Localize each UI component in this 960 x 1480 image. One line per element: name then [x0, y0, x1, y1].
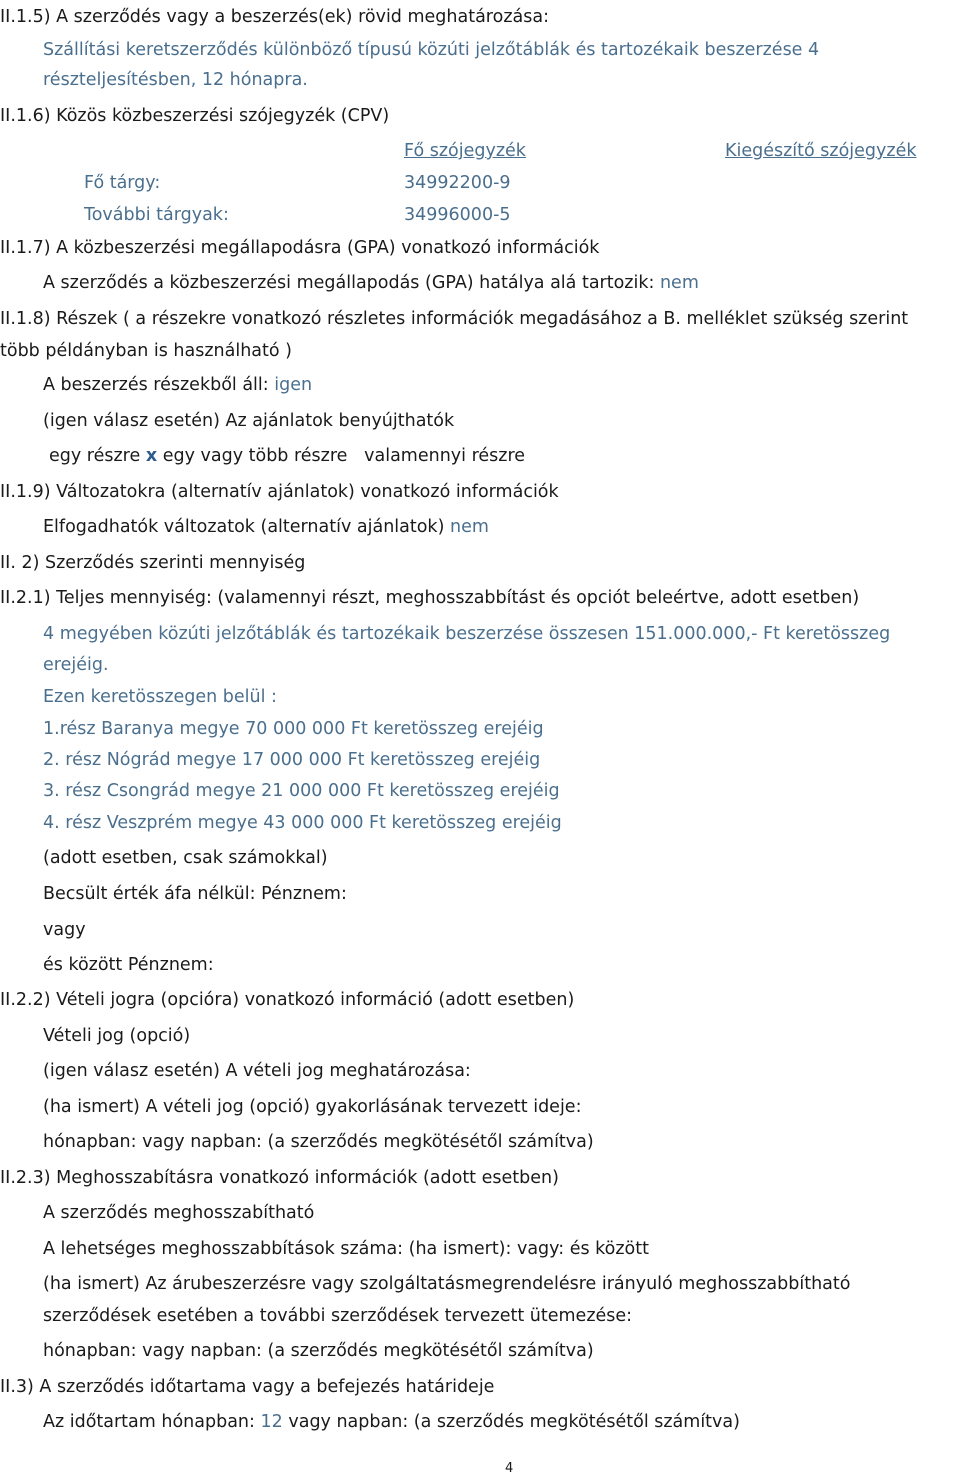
- duration-months-value: 12: [260, 1412, 283, 1432]
- parts-question: [43, 374, 312, 396]
- parts-question-text: A beszerzés részekből áll:: [43, 375, 269, 395]
- section-heading-ii-2-2: II.2.2) Vételi jogra (opcióra) vonatkozó információ (adott esetben): [0, 990, 575, 1010]
- section-heading-ii-1-9: II.1.9) Változatokra (alternatív ajánlatok) vonatkozó információk: [0, 482, 559, 502]
- offers-submission-line: (igen válasz esetén) Az ajánlatok benyújthatók: [43, 411, 455, 431]
- numbers-only-note: (adott esetben, csak számokkal): [43, 848, 328, 868]
- between-currency-line: és között Pénznem:: [43, 955, 214, 975]
- parts-answer: igen: [274, 375, 313, 395]
- variants-question-text: Elfogadhatók változatok (alternatív ajánlatok): [43, 517, 445, 537]
- page-number: 4: [505, 1461, 514, 1476]
- duration-prefix: Az időtartam hónapban:: [43, 1412, 255, 1432]
- extensions-schedule-line1: (ha ismert) Az árubeszerzésre vagy szolgáltatásmegrendelésre irányuló meghosszabbítható: [43, 1274, 851, 1294]
- duration-line: [43, 1411, 740, 1433]
- option-months-line: hónapban: vagy napban: (a szerződés megkötésétől számítva): [43, 1132, 594, 1152]
- gpa-question-text: A szerződés a közbeszerzési megállapodás (GPA) hatálya alá tartozik:: [43, 273, 655, 293]
- extensions-schedule-line2: szerződések esetében a további szerződések tervezett ütemezése:: [43, 1306, 633, 1326]
- section-heading-ii-1-7: II.1.7) A közbeszerzési megállapodásra (GPA) vonatkozó információk: [0, 238, 600, 258]
- section-heading-ii-2-1: II.2.1) Teljes mennyiség: (valamennyi részt, meghosszabbítást és opciót beleértve, adott esetben): [0, 588, 860, 608]
- option-one-part: egy részre: [49, 446, 141, 466]
- variants-question: [43, 516, 489, 538]
- total-quantity-line1: 4 megyében közúti jelzőtáblák és tartozékaik beszerzése összesen 151.000.000,- Ft keretösszeg: [43, 624, 891, 644]
- extendable-line: A szerződés meghosszabítható: [43, 1203, 315, 1223]
- part-2-nograd: 2. rész Nógrád megye 17 000 000 Ft keretösszeg erejéig: [43, 750, 541, 770]
- gpa-answer: nem: [659, 273, 699, 293]
- option-definition-line: (igen válasz esetén) A vételi jog meghatározása:: [43, 1061, 471, 1081]
- offer-options-line: [49, 445, 525, 467]
- section-heading-ii-2: II. 2) Szerződés szerinti mennyiség: [0, 553, 306, 573]
- cpv-other-subjects-code: 34996000-5: [404, 205, 511, 225]
- section-heading-ii-1-8-line2: több példányban is használható ): [0, 341, 292, 361]
- option-one-or-more-parts: egy vagy több részre: [162, 446, 348, 466]
- cpv-main-subject-code: 34992200-9: [404, 173, 511, 193]
- section-heading-ii-1-5: II.1.5) A szerződés vagy a beszerzés(ek) rövid meghatározása:: [0, 7, 549, 27]
- variants-answer: nem: [449, 517, 489, 537]
- gpa-question: [43, 272, 699, 294]
- part-3-csongrad: 3. rész Csongrád megye 21 000 000 Ft keretösszeg erejéig: [43, 781, 560, 801]
- within-frame-amount: Ezen keretösszegen belül :: [43, 687, 277, 707]
- part-4-veszprem: 4. rész Veszprém megye 43 000 000 Ft keretösszeg erejéig: [43, 813, 562, 833]
- extensions-count-line: A lehetséges meghosszabbítások száma: (ha ismert): vagy: és között: [43, 1239, 649, 1259]
- option-right-line: Vételi jog (opció): [43, 1026, 191, 1046]
- section-heading-ii-1-6: II.1.6) Közös közbeszerzési szójegyzék (CPV): [0, 106, 390, 126]
- short-description-line2: részteljesítésben, 12 hónapra.: [43, 70, 308, 90]
- duration-suffix: vagy napban: (a szerződés megkötésétől számítva): [288, 1412, 740, 1432]
- section-heading-ii-2-3: II.2.3) Meghosszabításra vonatkozó információk (adott esetben): [0, 1168, 559, 1188]
- option-checkmark: x: [145, 446, 158, 466]
- option-schedule-line: (ha ismert) A vételi jog (opció) gyakorlásának tervezett ideje:: [43, 1097, 582, 1117]
- extensions-months-line: hónapban: vagy napban: (a szerződés megkötésétől számítva): [43, 1341, 594, 1361]
- cpv-supplementary-vocabulary-header: Kiegészítő szójegyzék: [725, 141, 917, 161]
- cpv-other-subjects-label: További tárgyak:: [84, 205, 229, 225]
- or-line: vagy: [43, 920, 86, 940]
- section-heading-ii-3: II.3) A szerződés időtartama vagy a befejezés határideje: [0, 1377, 495, 1397]
- cpv-main-subject-label: Fő tárgy:: [84, 173, 161, 193]
- section-heading-ii-1-8-line1: II.1.8) Részek ( a részekre vonatkozó részletes információk megadásához a B. melléklet szükség szerint: [0, 309, 909, 329]
- total-quantity-line2: erejéig.: [43, 655, 109, 675]
- short-description-line1: Szállítási keretszerződés különböző típusú közúti jelzőtáblák és tartozékaik beszerzése 4: [43, 40, 820, 60]
- part-1-baranya: 1.rész Baranya megye 70 000 000 Ft keretösszeg erejéig: [43, 719, 544, 739]
- estimated-value-line: Becsült érték áfa nélkül: Pénznem:: [43, 884, 347, 904]
- option-all-parts: valamennyi részre: [364, 446, 526, 466]
- cpv-main-vocabulary-header: Fő szójegyzék: [404, 141, 526, 161]
